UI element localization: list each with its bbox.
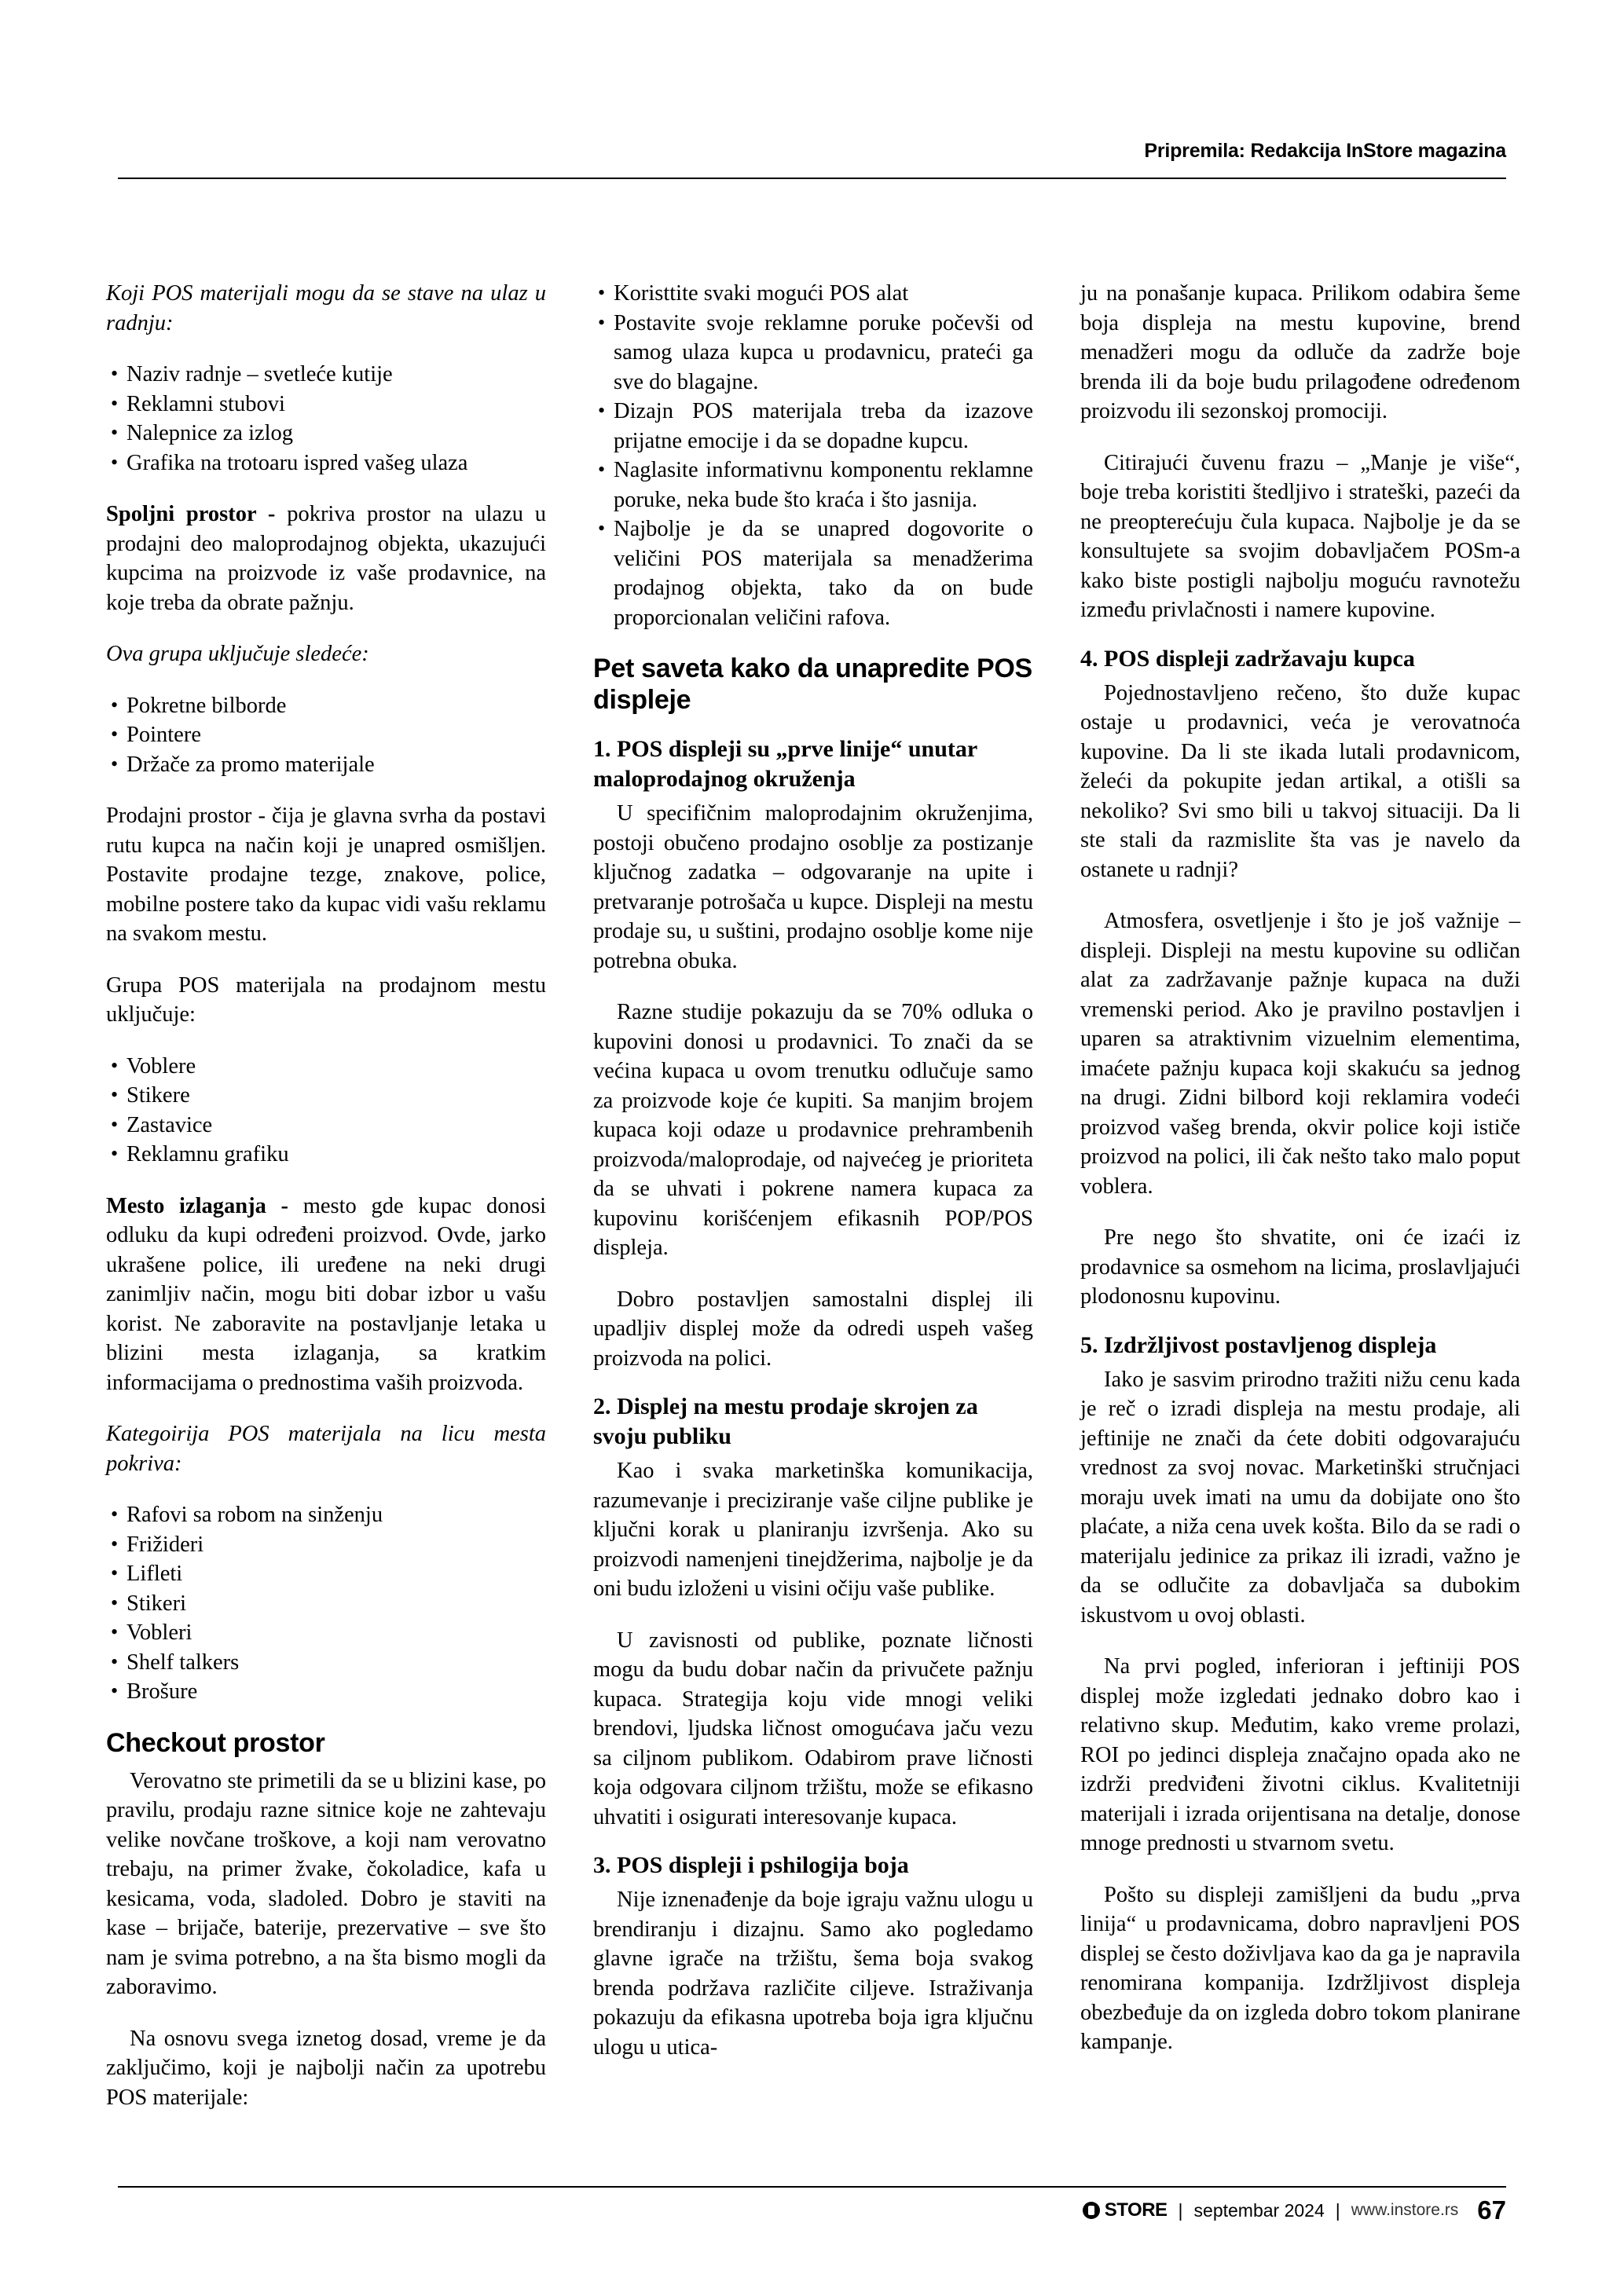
list-item: • Stikere <box>106 1081 546 1111</box>
paragraph-display-place <box>106 1192 546 1398</box>
list-item: • Dizajn POS materijala treba da izazove prijatne emocije i da se dopadne kupcu. <box>593 397 1033 456</box>
paragraph-3-6: Iako je sasvim prirodno tražiti nižu cenu kada je reč o izradi displeja na mestu prodaje, ali jeftinije ne znači da ćete dobiti odgovarajuću vrednost za svoj novac. Marketinški stručnjaci moraju uvek imati na umu da dobijate ono što plaćate, a niža cena uvek košta. Bilo da se radi o materijalu jedinice za prikaz ili izradi, važno je da se odlučite za dobavljača sa dubokim iskustvom u ovoj oblasti. <box>1080 1367 1520 1628</box>
list-item: • Pointere <box>106 720 546 750</box>
paragraph-3-3: Pojednostavljeno rečeno, što duže kupac ostaje u prodavnici, veća je verovatnoća kupovine. Da li ste ikada lutali prodavnicom, želeći da pokupite jedan artikal, a otišli sa nekoliko? Svi smo bili u takvoj situaciji. Da li ste stali da razmislite šta vas je navelo da ostanete u radnji? <box>1080 680 1520 882</box>
paragraph-text: pokriva prostor na ulazu u prodajni deo maloprodajnog objekta, ukazujući kupcima na proizvode iz vaše prodavnice, na koje treba da obrate pažnju. <box>106 502 546 615</box>
column-1 <box>106 279 546 2112</box>
footer-divider <box>118 2186 1506 2188</box>
paragraph-2-5: U zavisnosti od publike, poznate ličnosti mogu da budu dobar način da privučete pažnju kupaca. Strategija koju vide mnogi veliki brendovi, ljudska ličnost omogućava jaču vezu sa ciljnom publikom. Odabirom prave ličnosti koja odgovara ciljnom tržištu, može se efikasno uhvatiti i osigurati interesovanje kupaca. <box>593 1628 1033 1829</box>
footer-content <box>1083 2195 1506 2225</box>
list-item: • Brošure <box>106 1677 546 1707</box>
list-item: • Najbolje je da se unapred dogovorite o veličini POS materijala sa menadžerima prodajnog objekta, tako da on bude proporcionalan veličini rafova. <box>593 514 1033 632</box>
instore-logo <box>1083 2199 1168 2221</box>
article-columns <box>106 279 1520 2112</box>
paragraph-2-4: Kao i svaka marketinška komunikacija, razumevanje i preciziranje vaše ciljne publike je ključni korak u planiranju izvršenja. Ako su proizvodi namenjeni tinejdžerima, najbolje je da oni budu izloženi u visini očiju vaše publike. <box>593 1459 1033 1601</box>
list-item: • Nalepnice za izlog <box>106 419 546 449</box>
footer-separator-1: | <box>1178 2199 1183 2221</box>
list-item: • Naziv radnje – svetleće kutije <box>106 360 546 390</box>
paragraph-outdoor-space <box>106 500 546 617</box>
logo-mark-icon <box>1083 2202 1100 2219</box>
subheading-4: 4. POS displeji zadržavaju kupca <box>1080 645 1415 672</box>
intro-italic-heading: Koji POS materijali mogu da se stave na ulaz u radnju: <box>106 281 546 335</box>
list-item: • Koristtite svaki mogući POS alat <box>593 279 1033 309</box>
list-item: • Reklamni stubovi <box>106 390 546 419</box>
entrance-pos-list <box>106 360 546 478</box>
list-item: • Postavite svoje reklamne poruke počevši od samog ulaza kupca u prodavnicu, prateći ga sve do blagajne. <box>593 309 1033 397</box>
list-item: • Vobleri <box>106 1618 546 1648</box>
onsite-materials-list <box>106 1500 546 1707</box>
paragraph-checkout-2: Na osnovu svega iznetog dosad, vreme je da zaključimo, koji je najbolji način za upotrebu POS materijale: <box>106 2026 546 2110</box>
group-includes-heading: Ova grupa uključuje sledeće: <box>106 642 369 666</box>
list-item: • Pokretne bilborde <box>106 691 546 721</box>
paragraph-sales-area: Prodajni prostor - čija je glavna svrha da postavi rutu kupca na način koji je unapred osmišljen. Postavite prodajne tezge, znakove, police, mobilne postere tako da kupac vidi vašu reklamu na svakom mestu. <box>106 804 546 946</box>
footer-issue-date: septembar 2024 <box>1193 2199 1325 2221</box>
paragraph-3-4: Atmosfera, osvetljenje i što je još važnije – displeji. Displeji na mestu kupovine su odličan alat za zadržavanje pažnje kupaca na duži vremenski period. Ako je pravilno postavljen i uparen sa atraktivnim vizuelnim elementima, imaćete pažnju kupaca koji skakuću sa jednog na drugi. Zidni bilbord koji reklamira vodeći proizvod vašeg brenda, okvir police koji ističe proizvod na polici, ili čak nešto tako malo poput voblera. <box>1080 909 1520 1199</box>
list-item: • Rafovi sa robom na sinženju <box>106 1500 546 1530</box>
paragraph-3-5: Pre nego što shvatite, oni će izaći iz prodavnice sa osmehom na licima, proslavljajući plodonosnu kupovinu. <box>1080 1225 1520 1309</box>
heading-checkout-prostor: Checkout prostor <box>106 1727 325 1758</box>
list-item: • Zastavice <box>106 1111 546 1141</box>
column-3 <box>1080 279 1520 2112</box>
subheading-3: 3. POS displeji i pshilogija boja <box>593 1852 909 1878</box>
lead-in-display-place: Mesto izlaganja - <box>106 1193 303 1218</box>
pos-materials-list <box>106 1052 546 1170</box>
header-divider <box>118 178 1506 179</box>
paragraph-3-1: ju na ponašanje kupaca. Prilikom odabira šeme boja displeja na mestu kupovine, brend menadžeri mogu da odluče da zadrže boje brenda ili da boje budu prilagođene određenom proizvodu ili sezonskoj promociji. <box>1080 281 1520 423</box>
paragraph-3-8: Pošto su displeji zamišljeni da budu „prva linija“ u prodavnicama, dobro napravljeni POS displej se često doživljava kao da ga je napravila renomirana kompanija. Izdržljivost displeja obezbeđuje da on izgleda dobro tokom planirane kampanje. <box>1080 1882 1520 2054</box>
paragraph-2-3: Dobro postavljen samostalni displej ili upadljiv displej može da odredi uspeh vašeg proizvoda na polici. <box>593 1287 1033 1371</box>
paragraph-2-1: U specifičnim maloprodajnim okruženjima, postoji obučeno prodajno osoblje za postizanje ključnog zadatka – odgovaranje na upite i pretvaranje potrošača u kupce. Displeji na mestu prodaje su, u suštini, prodajno osoblje kome nije potrebna obuka. <box>593 801 1033 973</box>
list-item: • Grafika na trotoaru ispred vašeg ulaza <box>106 449 546 478</box>
paragraph-2-2: Razne studije pokazuju da se 70% odluka o kupovini donosi u prodavnici. To znači da se većina kupaca u ovom trenutku odlučuje samo za proizvode koje će kupiti. Sa manjim brojem kupaca koji odaze u prodavnice prehrambenih proizvoda/maloprodaje, od najvećeg je prioriteta da se uhvati i pokrene namera kupaca za kupovinu korišćenjem efikasnih POP/POS displeja. <box>593 1000 1033 1260</box>
list-item: • Stikeri <box>106 1589 546 1619</box>
group-includes-list <box>106 691 546 780</box>
list-item: • Voblere <box>106 1052 546 1082</box>
list-item: • Shelf talkers <box>106 1648 546 1678</box>
list-item: • Lifleti <box>106 1559 546 1589</box>
logo-text: STORE <box>1104 2199 1168 2221</box>
paragraph-3-2: Citirajući čuvenu frazu – „Manje je više“, boje treba koristiti štedljivo i strateški, pazeći da ne preopterećuju čula kupaca. Najbolje je da se konsultujete sa svojim dobavljačem POSm-a kako biste postigli najbolju moguću ravnotežu između privlačnosti i namere kupovine. <box>1080 450 1520 622</box>
paragraph-text: mesto gde kupac donosi odluku da kupi određeni proizvod. Ovde, jarko ukrašene police, ili uređene na neki drugi zanimljiv način, mogu biti dobar izbor u vašu korist. Ne zaboravite na postavljanje letaka u blizini mesta izlaganja, sa kratkim informacijama o prednostima vaših proizvoda. <box>106 1193 546 1395</box>
column-2 <box>593 279 1033 2112</box>
page-footer <box>118 2186 1506 2233</box>
paragraph-pos-group: Grupa POS materijala na prodajnom mestu uključuje: <box>106 972 546 1027</box>
subheading-2: 2. Displej na mestu prodaje skrojen za svoju publiku <box>593 1393 978 1449</box>
list-item: • Držače za promo materijale <box>106 750 546 780</box>
lead-in-outdoor: Spoljni prostor - <box>106 502 288 526</box>
subheading-5: 5. Izdržljivost postavljenog displeja <box>1080 1331 1437 1358</box>
heading-pet-saveta: Pet saveta kako da unapredite POS displeje <box>593 654 1032 715</box>
paragraph-checkout-1: Verovatno ste primetili da se u blizini kase, po pravilu, prodaju razne sitnice koje ne zahtevaju velike novčane troškove, a koji nam verovatno trebaju, na primer žvake, čokoladice, kafa u kesicama, voda, sladoled. Dobro je staviti na kase – brijače, baterije, prezervative – sve što nam je svima potrebno, a na šta bismo mogli da zaboravimo. <box>106 1768 546 1999</box>
subheading-1: 1. POS displeji su „prve linije“ unutar maloprodajnog okruženja <box>593 736 977 792</box>
list-item: • Naglasite informativnu komponentu reklamne poruke, neka bude što kraća i što jasnija. <box>593 456 1033 514</box>
page-header <box>118 140 1506 187</box>
list-item: • Reklamnu grafiku <box>106 1140 546 1170</box>
tips-list <box>593 279 1033 632</box>
header-credit: Pripremila: Redakcija InStore magazina <box>1144 140 1506 162</box>
footer-website-url: www.instore.rs <box>1351 2201 1459 2219</box>
footer-separator-2: | <box>1335 2199 1340 2221</box>
paragraph-2-6: Nije iznenađenje da boje igraju važnu ulogu u brendiranju i dizajnu. Samo ako pogledamo glavne igrače na tržištu, šema boja svakog brenda podržava različite ciljeve. Istraživanja pokazuju da efikasna upotreba boja igra ključnu ulogu u utica- <box>593 1888 1033 2060</box>
list-item: • Frižideri <box>106 1530 546 1560</box>
category-heading: Kategoirija POS materijala na licu mesta pokriva: <box>106 1422 546 1476</box>
page-number: 67 <box>1477 2195 1506 2225</box>
paragraph-3-7: Na prvi pogled, inferioran i jeftiniji POS displej može izgledati jednako dobro kao i relativno skup. Međutim, kako vreme prolazi, ROI po jedinci displeja značajno opada ako ne izdrži predviđeni životni ciklus. Kvalitetniji materijali i izrada orijentisana na detalje, donose mnoge prednosti u stvarnom svetu. <box>1080 1654 1520 1855</box>
